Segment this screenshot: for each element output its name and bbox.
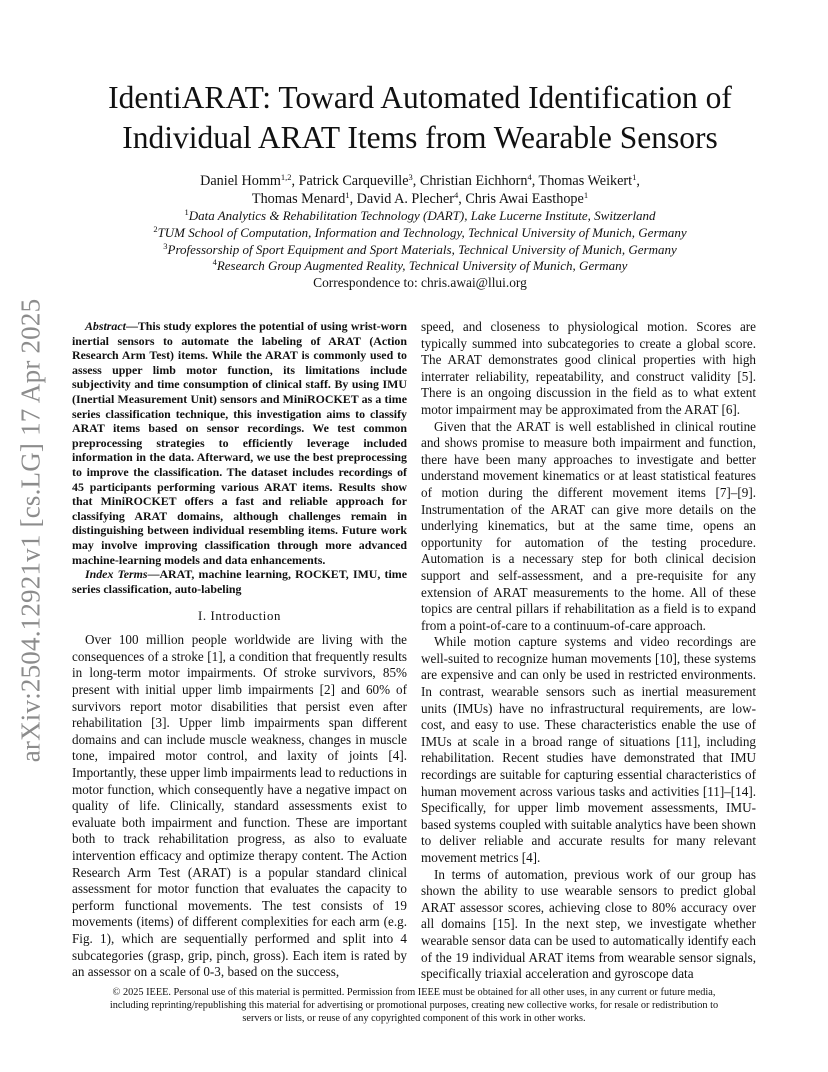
copyright-line: including reprinting/republishing this material for advertising or promotional purposes, creating new collective works, for resale or redistribution to [109, 1000, 719, 1012]
author-name: , Patrick Carqueville [291, 173, 409, 189]
author-name: Thomas Menard [251, 191, 346, 207]
right-column [421, 319, 756, 983]
author-line-1 [70, 172, 770, 190]
author-affiliation-mark: 1,2 [280, 172, 292, 182]
author-affiliation-mark: 1 [345, 190, 350, 200]
author-name: , Chris Awai Easthope [458, 191, 584, 207]
author-name: Daniel Homm [200, 173, 281, 189]
author-separator: , [636, 173, 640, 189]
body-paragraph: speed, and closeness to physiological motion. Scores are typically summed into subcategories to create a global score. The ARAT demonstrates good clinical properties with high interrater reliability, repeatability, and construct validity [5]. There is an ongoing discussion in the field as to what extent motor impairment may be approximated from the ARAT [6]. [421, 319, 756, 417]
paper-title [70, 78, 770, 158]
author-name: , David A. Plecher [349, 191, 454, 207]
author-affiliation-mark: 3 [408, 172, 413, 182]
abstract-heading: Abstract [85, 319, 126, 333]
author-name: , Thomas Weikert [531, 173, 633, 189]
copyright-notice [80, 986, 748, 1026]
author-affiliation-mark: 4 [453, 190, 459, 200]
affiliation-line [70, 208, 770, 225]
body-paragraph: While motion capture systems and video recordings are well-suited to recognize human movements [10], these systems are expensive and can only be used in restricted environments. In contrast, wearable sensors such as inertial measurement units (IMUs) have no infrastructural requirements, are low-cost, and easy to use. These characteristics enable the use of IMUs at scale in a broad range of situations [11], including rehabilitation. Recent studies have demonstrated that IMU recordings are suitable for capturing essential characteristics of human movement across various tasks and activities [11]–[14]. Specifically, for upper limb movement assessments, IMU-based systems coupled with suitable analytics have been shown to deliver reliable and accurate results for many relevant movement metrics [4]. [421, 634, 756, 865]
arxiv-identifier-text: arXiv:2504.12921v1 [cs.LG] 17 Apr 2025 [15, 298, 46, 762]
affiliation-list [70, 208, 770, 292]
affiliation-text: Professorship of Sport Equipment and Sport Materials, Technical University of Munich, Germany [167, 241, 677, 257]
abstract [72, 319, 407, 567]
left-column [72, 319, 407, 981]
affiliation-line [70, 242, 770, 259]
abstract-text: —This study explores the potential of using wrist-worn inertial sensors to automate the labeling of ARAT (Action Research Arm Test) items. While the ARAT is commonly used to assess upper limb motor function, its limitations include subjectivity and time consumption of clinical staff. By using IMU (Inertial Measurement Unit) sensors and MiniROCKET as a time series classification technique, this investigation aims to classify ARAT items based on sensor recordings. We test common preprocessing strategies to efficiently leverage included information in the data. Afterward, we use the best preprocessing to improve the classification. The dataset includes recordings of 45 participants performing various ARAT items. Results show that MiniROCKET offers a fast and reliable approach for classifying ARAT domains, although challenges remain in distinguishing between individual resembling items. Future work may involve improving classification through more advanced machine-learning models and data enhancements. [72, 319, 407, 567]
affiliation-text: Data Analytics & Rehabilitation Technology (DART), Lake Lucerne Institute, Switzerland [188, 208, 656, 223]
affiliation-line [70, 225, 770, 242]
affiliation-number: 1 [184, 207, 189, 217]
author-name: , Christian Eichhorn [412, 173, 528, 189]
index-terms [72, 567, 407, 596]
affiliation-number: 3 [163, 240, 168, 251]
body-paragraph: In terms of automation, previous work of our group has shown the ability to use wearable sensors to predict global ARAT assessor scores, achieving close to 80% accuracy over all domains [15]. In the next step, we investigate whether wearable sensor data can be used to automatically identify each of the 19 individual ARAT items from wearable sensor signals, specifically triaxial acceleration and gyroscope data [421, 866, 756, 982]
affiliation-line [70, 258, 770, 275]
author-affiliation-mark: 1 [583, 190, 589, 200]
author-line-2 [70, 190, 770, 208]
section-heading-introduction: I. Introduction [198, 609, 281, 624]
index-terms-text: —ARAT, machine learning, ROCKET, IMU, time series classification, auto-labeling [72, 567, 407, 596]
author-affiliation-mark: 4 [527, 172, 532, 182]
affiliation-number: 2 [153, 223, 158, 234]
arxiv-identifier-stamp [14, 290, 48, 770]
affiliation-text: Research Group Augmented Reality, Technical University of Munich, Germany [216, 258, 628, 274]
paper-title-line-2: Individual ARAT Items from Wearable Sensors [122, 120, 718, 155]
author-affiliation-mark: 1 [632, 172, 637, 182]
index-terms-heading: Index Terms [85, 567, 148, 582]
copyright-line: servers or lists, or reuse of any copyrighted component of this work in other works. [242, 1013, 586, 1025]
body-paragraph: Given that the ARAT is well established in clinical routine and shows promise to measure both impairment and function, there have been many approaches to investigate and better understand movement kinematics or at least statistical features of motion during the different movement items [7]–[9]. Instrumentation of the ARAT can give more details on the underlying kinematics, but at the same time, opens an opportunity for automation of the testing procedure. Automation is a necessary step for both clinical decision support and self-assessment, and a pre-requisite for any extension of ARAT measurements to the home. All of these topics are central pillars if rehabilitation as a field is to expand from a point-of-care to a continuum-of-care approach. [421, 418, 756, 633]
copyright-line: © 2025 IEEE. Personal use of this material is permitted. Permission from IEEE must be obtained for all other uses, in any current or future media, [112, 987, 716, 998]
affiliation-number: 4 [212, 257, 217, 268]
body-paragraph: Over 100 million people worldwide are living with the consequences of a stroke [1], a condition that frequently results in long-term motor impairments. Of stroke survivors, 85% present with initial upper limb impairments [2] and 60% of survivors report motor disabilities that persist even after rehabilitation [3]. Upper limb impairments span different domains and can include muscle weakness, changes in muscle tone, impaired motor control, and laxity of joints [4]. Importantly, these upper limb impairments lead to reductions in motor function, which consequently have a negative impact on quality of life. Clinically, standard assessments exist to evaluate both impairment and function. These are important both to track rehabilitation progress, as also to evaluate intervention efficacy and optimize therapy content. The Action Research Arm Test (ARAT) is a popular standard clinical assessment for motor function that evaluates the capacity to perform functional movements. The test consists of 19 movements (items) of different complexities for each arm (e.g. Fig. 1), which are sequentially performed and split into 4 subcategories (grasp, grip, pinch, gross). Each item is rated by an assessor on a scale of 0-3, based on the success, [72, 632, 407, 980]
paper-title-line-1: IdentiARAT: Toward Automated Identification of [108, 80, 732, 115]
correspondence-line: Correspondence to: chris.awai@llui.org [313, 275, 527, 291]
author-list [70, 172, 770, 208]
affiliation-text: TUM School of Computation, Information and Technology, Technical University of Munich, Germany [157, 224, 687, 240]
